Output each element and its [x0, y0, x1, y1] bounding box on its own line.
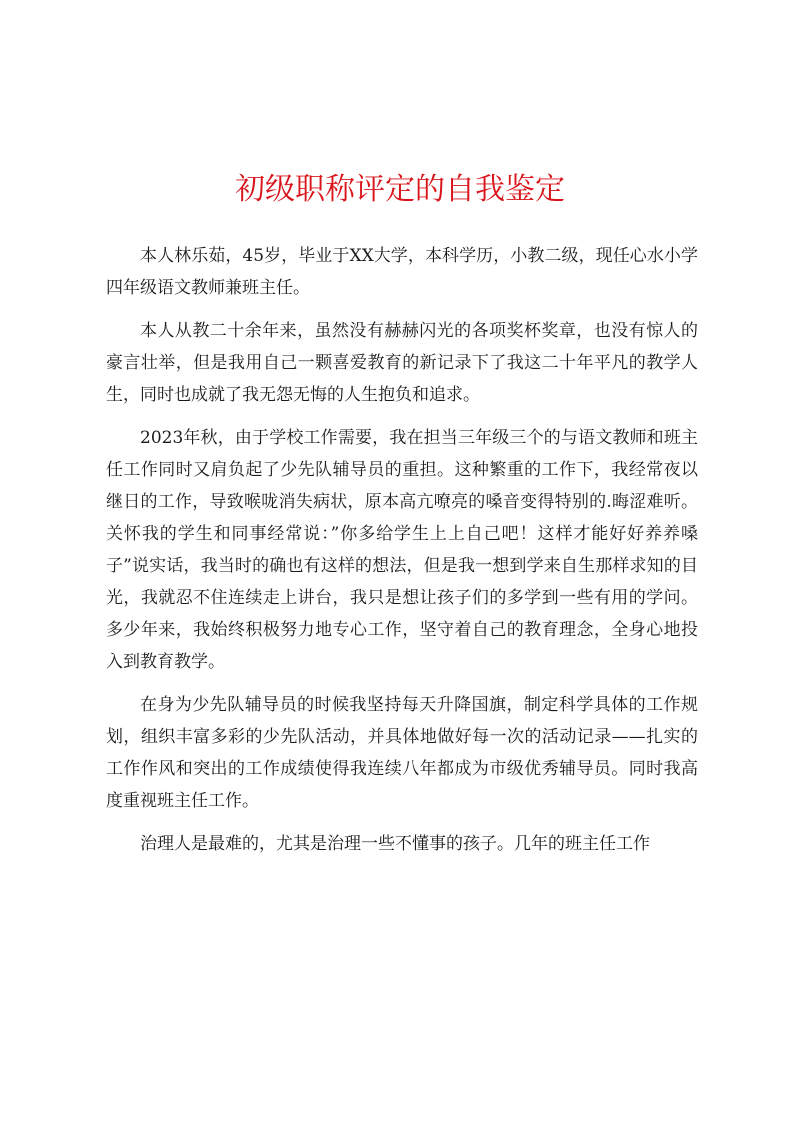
- paragraph: 本人林乐茹，45岁，毕业于XX大学，本科学历，小教二级，现任心水小学四年级语文教师兼班主任。: [106, 246, 698, 298]
- document-title: 初级职称评定的自我鉴定: [235, 172, 565, 207]
- paragraph: 治理人是最难的，尤其是治理一些不懂事的孩子。几年的班主任工作: [140, 834, 650, 854]
- paragraph: 2023年秋，由于学校工作需要，我在担当三年级三个的与语文教师和班主任工作同时又肩负起了少先队辅导员的重担。这种繁重的工作下，我经常夜以继日的工作，导致喉咙消失病状，原本高亢嘹亮的嗓音变得特别的.晦涩难听。关怀我的学生和同事经常说：”你多给学生上上自己吧！这样才能好好养养嗓子”说实话，我当时的确也有这样的想法，但是我一想到学来自生那样求知的目光，我就忍不住连续走上讲台，我只是想让孩子们的多学到一些有用的学问。多少年来，我始终积极努力地专心工作，坚守着自己的教育理念，全身心地投入到教育教学。: [106, 428, 698, 672]
- paragraph: 本人从教二十余年来，虽然没有赫赫闪光的各项奖杯奖章，也没有惊人的豪言壮举，但是我用自己一颗喜爱教育的新记录下了我这二十年平凡的教学人生，同时也成就了我无怨无悔的人生抱负和追求。: [106, 321, 698, 405]
- paragraph: 在身为少先队辅导员的时候我坚持每天升降国旗，制定科学具体的工作规划，组织丰富多彩的少先队活动，并具体地做好每一次的活动记录——扎实的工作作风和突出的工作成绩使得我连续八年都成为市级优秀辅导员。同时我高度重视班主任工作。: [106, 695, 698, 811]
- document-body: [106, 240, 698, 871]
